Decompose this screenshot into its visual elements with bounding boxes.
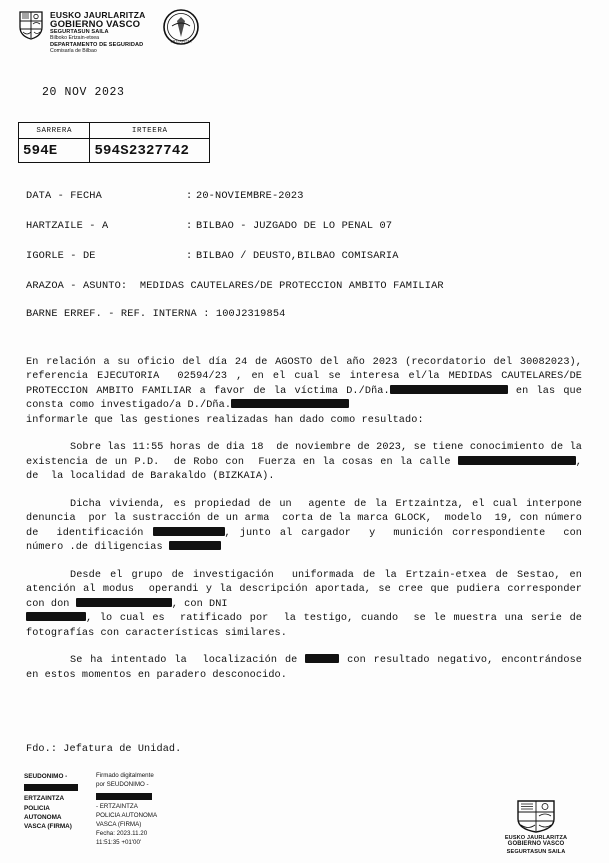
paragraph-4-text-b: , con DNI [171, 598, 228, 610]
document-body [26, 356, 595, 696]
signature-left-line-2: ERTZAINTZA [24, 795, 65, 803]
paragraph-2 [26, 441, 595, 484]
column-header-irteera: IRTEERA [90, 123, 210, 139]
paragraph-5-text-b: con resultado negativo, encontrándose en estos momentos en paradero desconocido. [26, 655, 589, 681]
column-header-sarrera: SARRERA [19, 123, 90, 139]
coat-of-arms-icon [512, 799, 560, 833]
field-arazoa-asunto: ARAZOA - ASUNTO: MEDIDAS CAUTELARES/DE PROTECCION AMBITO FAMILIAR [26, 279, 444, 292]
cell-irteera-value: 594S2327742 [90, 139, 210, 163]
table-row [19, 139, 210, 163]
ertzaintza-badge-icon [162, 8, 200, 46]
paragraph-1-text-a: En relación a su oficio del día 24 de AGOSTO del año 2023 (recordatorio del 30082023), referencia EJECUTORIA 02594/23 , en el cual se interesa el/la MEDIDAS CAUTELARES/DE PROTECCION AMBITO FAMILIAR a favor de la víctima D./Dña. [26, 357, 589, 397]
signature-fdo: Fdo.: Jefatura de Unidad. [26, 744, 182, 755]
signature-left-line-4: AUTONOMA [24, 813, 62, 821]
signature-right-line-4: POLICIA AUTONOMA [96, 811, 158, 819]
paragraph-1 [26, 356, 589, 428]
letterhead [18, 10, 248, 54]
field-label: IGORLE - DE [26, 249, 96, 262]
field-colon: : [186, 219, 193, 232]
field-data-fecha [26, 190, 586, 203]
signature-right-line-5: VASCA (FIRMA) [96, 820, 142, 828]
paragraph-5-text-a: Se ha intentado la localización de [70, 655, 298, 667]
digital-signature-block [24, 772, 188, 848]
redaction-bar [390, 385, 508, 394]
paragraph-5 [26, 654, 589, 683]
redaction-bar [305, 654, 339, 663]
signature-right-line-6: Fecha: 2023.11.20 [96, 829, 148, 837]
redaction-bar [458, 456, 576, 465]
field-colon: : [186, 190, 193, 202]
redaction-bar [231, 399, 349, 408]
paragraph-1-text-b: en las que consta como investigado/a D./Dña. [26, 385, 589, 412]
paragraph-2-text-b: , de la localidad de Barakaldo (BIZKAIA). [26, 456, 589, 483]
field-label: DATA - FECHA [26, 190, 102, 202]
letterhead-line-4: Bilboko Ertzain-etxea [50, 34, 100, 41]
letterhead-line-3: SEGURTASUN SAILA [50, 28, 109, 35]
signature-right-line-7: 11:51:35 +01'00' [96, 838, 142, 846]
field-colon: : [186, 249, 193, 262]
letterhead-line-5: DEPARTAMENTO DE SEGURIDAD [50, 41, 144, 48]
redaction-bar [26, 612, 86, 621]
signature-right-line-1: Firmado digitalmente [96, 772, 154, 779]
signature-right-column [96, 772, 188, 848]
paragraph-4-text-c: , lo cual es ratificado por la testigo, cuando se le muestra una serie de fotografías con características similares. [26, 613, 589, 639]
signature-left-column [24, 772, 86, 848]
redaction-bar [76, 598, 172, 607]
paragraph-3-text-b: , junto al cargador y munición correspondiente con número .de diligencias [26, 527, 589, 554]
paragraph-2-text-a: Sobre las 11:55 horas de dia 18 de noviembre de 2023, se tiene conocimiento de la existencia de un P.D. de Robo con Fuerza en la cosas en la calle [26, 442, 595, 468]
letterhead-line-1: EUSKO JAURLARITZA [50, 10, 146, 20]
field-value: BILBAO - JUZGADO DE LO PENAL 07 [196, 219, 393, 232]
svg-text:ERTZAINTZA: ERTZAINTZA [170, 39, 192, 44]
paragraph-3-text-a: Dicha vivienda, es propiedad de un agente de la Ertzaintza, el cual interpone denuncia por la sustracción de un arma corta de la marca GLOCK, modelo 19, con número de identificación [26, 498, 589, 539]
footer-crest [481, 799, 591, 855]
field-list [26, 190, 586, 337]
signature-right-line-2: por SEUDONIMO - [96, 780, 149, 788]
paragraph-4-text-a: Desde el grupo de investigación uniformada de la Ertzain-etxea de Sestao, en atención al modus operandi y la descripción aportada, se cree que pudiera corresponder con don [26, 569, 589, 610]
letterhead-line-2: GOBIERNO VASCO [50, 18, 141, 30]
paragraph-3 [26, 498, 589, 556]
redaction-bar [96, 793, 152, 800]
signature-left-line-3: POLICIA [24, 804, 50, 812]
field-value: 20-NOVIEMBRE-2023 [196, 190, 304, 202]
field-barne-erref: BARNE ERREF. - REF. INTERNA : 100J2319854 [26, 308, 286, 321]
signature-left-line-1: SEUDONIMO - [24, 773, 68, 780]
coat-of-arms-icon [18, 10, 44, 40]
paragraph-4 [26, 569, 589, 641]
field-igorle-de [26, 250, 586, 263]
footer-line-2: GOBIERNO VASCO [507, 841, 565, 847]
footer-line-3: SEGURTASUN SAILA [506, 849, 566, 855]
field-label: HARTZAILE - A [26, 219, 109, 232]
footer-line-1: EUSKO JAURLARITZA [504, 835, 568, 841]
letterhead-line-6: Comisaría de Bilbao [50, 47, 97, 54]
paragraph-1-text-c: informarle que las gestiones realizadas han dado como resultado: [26, 414, 424, 426]
signature-left-line-5: VASCA (FIRMA) [24, 823, 72, 831]
field-value: BILBAO / DEUSTO,BILBAO COMISARIA [196, 249, 399, 262]
stamp-date: 20 NOV 2023 [42, 86, 125, 99]
register-table [18, 122, 210, 163]
redaction-bar [169, 541, 221, 550]
redaction-bar [153, 527, 225, 536]
cell-sarrera-value: 594E [19, 139, 90, 163]
signature-right-line-3: - ERTZAINTZA [96, 802, 138, 810]
redaction-bar [24, 784, 78, 791]
field-hartzaile-a [26, 220, 586, 233]
table-row [19, 123, 210, 139]
